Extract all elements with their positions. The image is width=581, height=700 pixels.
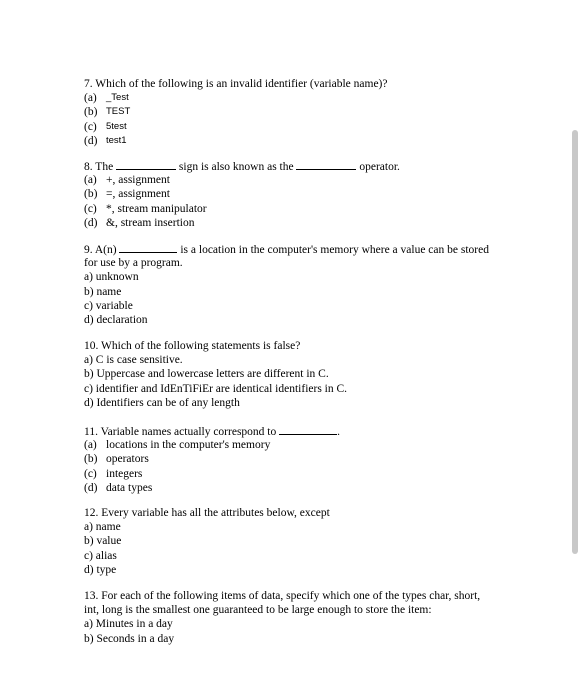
question-13-option-a: a) Minutes in a day <box>84 618 173 631</box>
question-11-stem-end: . <box>337 426 340 438</box>
question-11-option-b <box>84 452 554 466</box>
question-12-stem: 12. Every variable has all the attributes below, except <box>84 507 330 519</box>
question-9-option-d: d) declaration <box>84 313 148 326</box>
option-letter: (d) <box>84 216 98 229</box>
question-10 <box>84 339 554 410</box>
question-8-stem <box>84 159 554 173</box>
question-7-option-a <box>84 91 554 105</box>
question-9 <box>84 242 554 327</box>
question-10-option-c: c) identifier and IdEnTiFiEr are identical identifiers in C. <box>84 382 348 395</box>
option-text: data types <box>106 481 153 494</box>
question-7-option-c <box>84 120 554 134</box>
option-letter: (b) <box>84 188 98 201</box>
question-8-option-a <box>84 173 554 187</box>
question-8-stem-end: operator. <box>359 161 400 173</box>
option-letter: (a) <box>84 174 97 187</box>
question-9-stem-line-2: for use by a program. <box>84 257 183 270</box>
question-7-option-d <box>84 134 554 148</box>
question-13-stem-line-1: 13. For each of the following items of data, specify which one of the types char, short, <box>84 590 481 602</box>
question-13 <box>84 589 554 646</box>
option-text: _Test <box>106 92 129 104</box>
question-12-option-c: c) alias <box>84 549 117 562</box>
question-11 <box>84 424 554 495</box>
question-7 <box>84 77 554 148</box>
option-letter: (b) <box>84 453 98 466</box>
answer-blank <box>296 159 356 170</box>
question-11-stem-start: 11. Variable names actually correspond to <box>84 426 277 438</box>
option-text: test1 <box>106 134 127 146</box>
question-9-option-c: c) variable <box>84 299 133 312</box>
option-letter: (c) <box>84 202 97 215</box>
answer-blank <box>116 159 176 170</box>
question-12 <box>84 506 554 577</box>
answer-blank <box>279 424 337 435</box>
option-text: *, stream manipulator <box>106 202 207 215</box>
question-9-stem <box>84 242 554 256</box>
option-letter: (d) <box>84 481 98 494</box>
option-text: +, assignment <box>106 174 170 187</box>
question-9-stem-rest: is a location in the computer's memory where a value can be stored <box>180 244 489 256</box>
option-text: integers <box>106 467 143 480</box>
question-10-option-b: b) Uppercase and lowercase letters are different in C. <box>84 368 329 381</box>
option-letter: (b) <box>84 106 98 119</box>
question-13-stem-line-2: int, long is the smallest one guaranteed to be large enough to store the item: <box>84 604 432 617</box>
question-10-stem: 10. Which of the following statements is false? <box>84 340 301 352</box>
question-9-option-b: b) name <box>84 285 122 298</box>
question-8-stem-middle: sign is also known as the <box>178 161 294 173</box>
option-letter: (c) <box>84 467 97 480</box>
question-11-option-c <box>84 467 554 481</box>
vertical-scrollbar[interactable] <box>572 130 578 554</box>
question-7-option-b <box>84 105 554 119</box>
answer-blank <box>119 242 177 253</box>
question-10-option-a: a) C is case sensitive. <box>84 354 183 367</box>
question-12-option-b: b) value <box>84 535 122 548</box>
question-12-option-a: a) name <box>84 521 121 534</box>
question-13-option-b: b) Seconds in a day <box>84 632 175 645</box>
question-8-option-c <box>84 202 554 216</box>
option-text: TEST <box>106 106 131 118</box>
option-letter: (a) <box>84 439 97 452</box>
option-text: locations in the computer's memory <box>106 439 271 452</box>
question-8 <box>84 159 554 230</box>
question-8-stem-start: 8. The <box>84 161 114 173</box>
option-text: &, stream insertion <box>106 216 195 229</box>
option-text: =, assignment <box>106 188 170 201</box>
question-12-option-d: d) type <box>84 563 117 576</box>
question-8-option-b <box>84 187 554 201</box>
question-9-stem-start: 9. A(n) <box>84 244 117 256</box>
question-8-option-d <box>84 216 554 230</box>
option-letter: (c) <box>84 120 97 133</box>
option-letter: (d) <box>84 134 98 147</box>
option-text: operators <box>106 453 149 466</box>
question-10-option-d: d) Identifiers can be of any length <box>84 396 240 409</box>
question-11-stem <box>84 424 554 438</box>
question-11-option-a <box>84 438 554 452</box>
question-7-stem: 7. Which of the following is an invalid identifier (variable name)? <box>84 78 388 90</box>
option-letter: (a) <box>84 92 97 105</box>
question-11-option-d <box>84 481 554 495</box>
option-text: 5test <box>106 120 127 132</box>
question-9-option-a: a) unknown <box>84 271 139 284</box>
